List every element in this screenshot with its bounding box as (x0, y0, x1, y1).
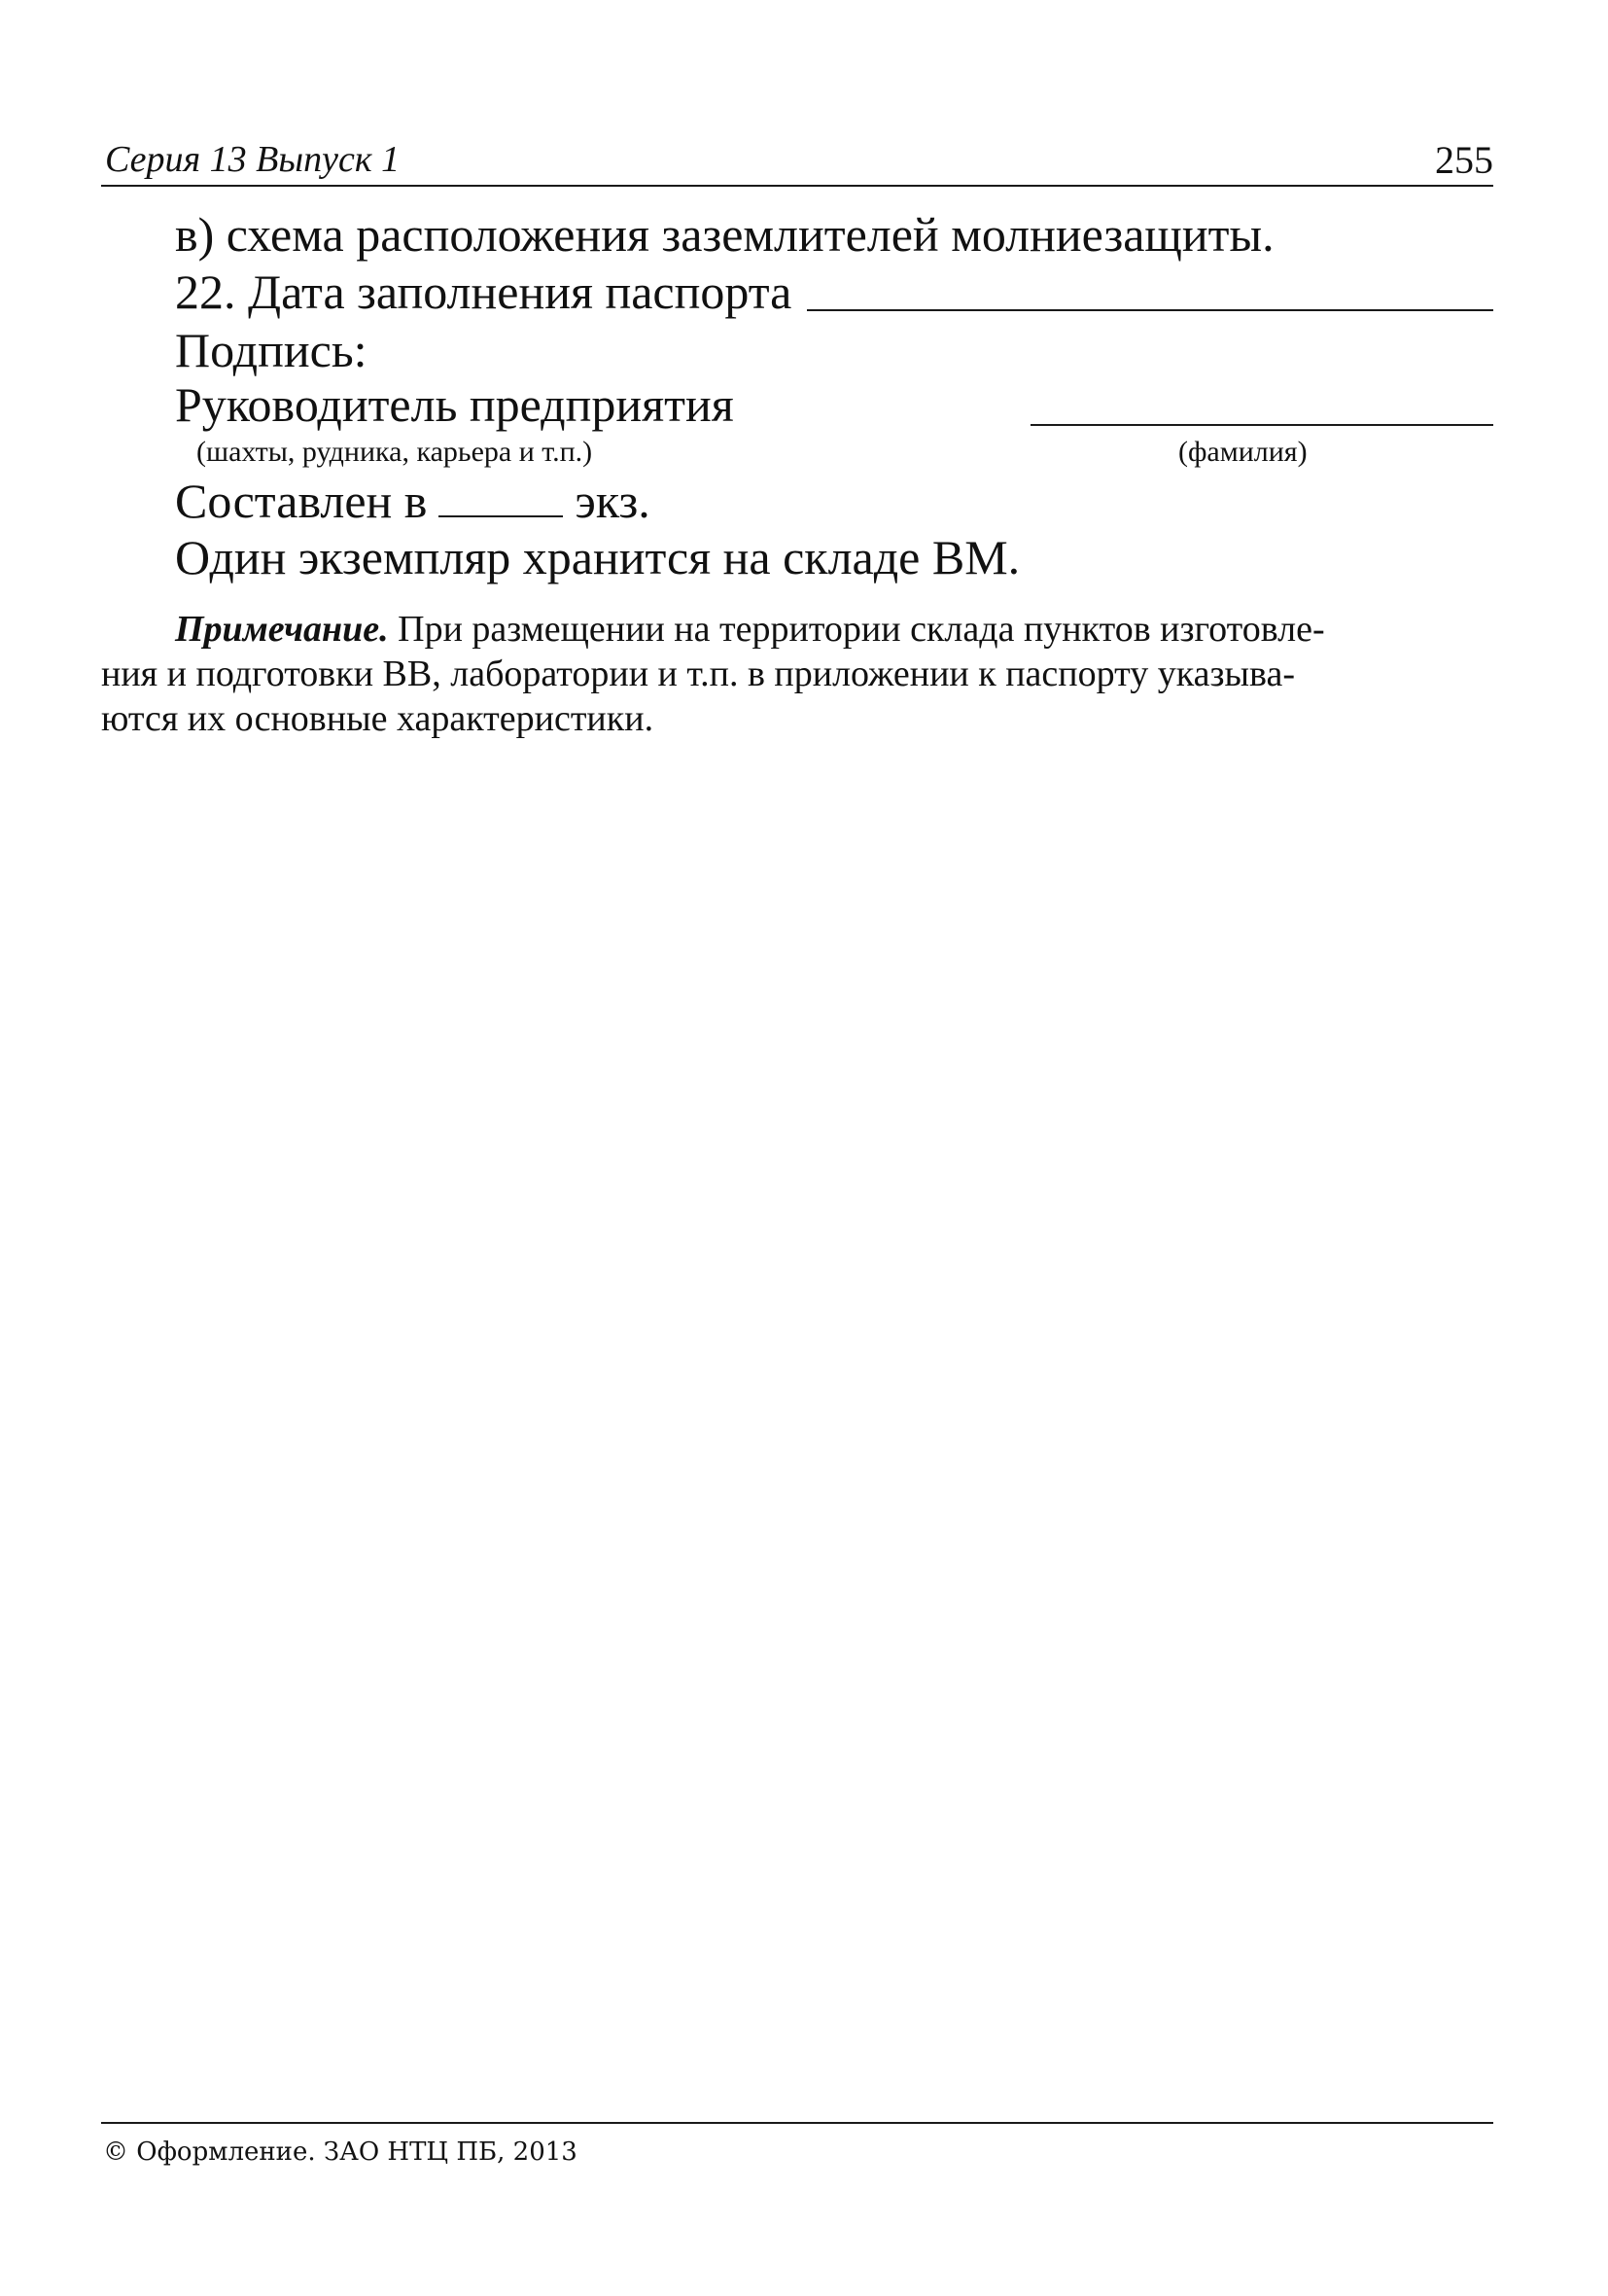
surname-caption: (фамилия) (1178, 436, 1308, 468)
series-title: Серия 13 Выпуск 1 (105, 139, 401, 180)
running-header (101, 130, 1493, 187)
copies-blank (438, 480, 563, 517)
fill-date-label: 22. Дата заполнения паспорта (175, 265, 792, 319)
fill-date-blank (807, 309, 1493, 311)
enterprise-caption: (шахты, рудника, карьера и т.п.) (196, 436, 593, 468)
copies-suffix: экз. (575, 474, 650, 528)
note-text-1: При размещении на территории склада пунктов изготовле- (398, 609, 1325, 650)
note-line-1 (101, 607, 1493, 652)
footer-copyright: © Оформление. ЗАО НТЦ ПБ, 2013 (103, 2137, 577, 2167)
note-paragraph (101, 607, 1493, 741)
surname-blank (1031, 424, 1493, 426)
copies-line (175, 474, 650, 528)
footer-rule (101, 2122, 1493, 2124)
note-label: Примечание. (175, 609, 389, 650)
scheme-item: в) схема расположения заземлителей молниезащиты. (175, 207, 1275, 262)
head-of-enterprise-label: Руководитель предприятия (175, 377, 734, 432)
stored-line: Один экземпляр хранится на складе ВМ. (175, 530, 1021, 584)
page-number: 255 (1435, 138, 1493, 182)
note-line-3: ются их основные характеристики. (101, 698, 654, 739)
copies-prefix: Составлен в (175, 474, 428, 528)
note-line-2: ния и подготовки ВВ, лаборатории и т.п. в приложении к паспорту указыва- (101, 653, 1295, 694)
signature-label: Подпись: (175, 323, 367, 377)
